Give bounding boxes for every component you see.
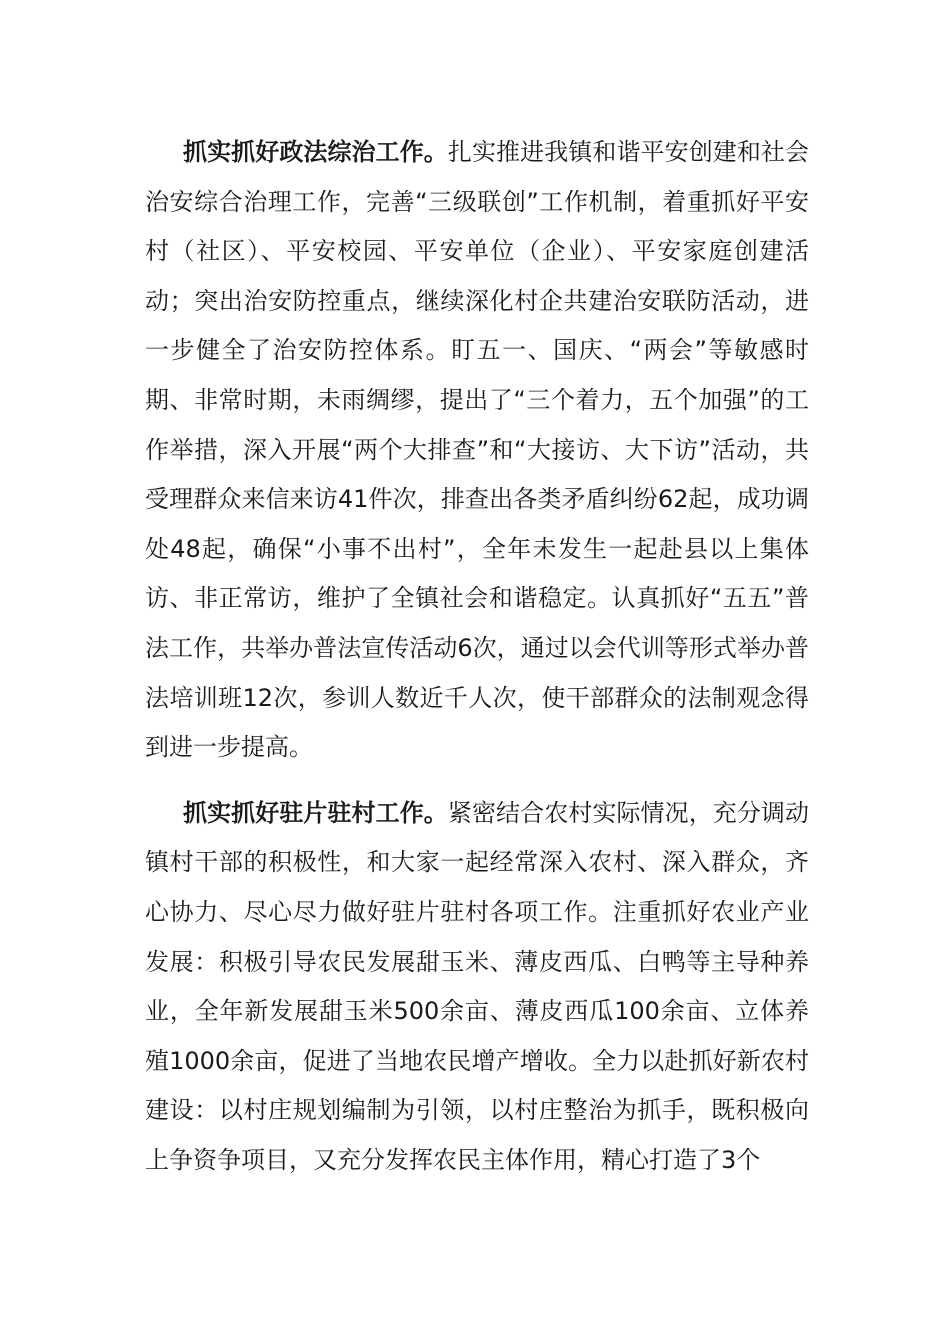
paragraph-village-station-work [145,789,809,1186]
paragraph-political-legal-work [145,128,809,773]
paragraph-lead-heading: 抓实抓好政法综治工作。 [183,138,448,166]
document-body [145,128,809,1201]
paragraph-body-text: 扎实推进我镇和谐平安创建和社会治安综合治理工作，完善“三级联创”工作机制，着重抓好平安村（社区）、平安校园、平安单位（企业）、平安家庭创建活动；突出治安防控重点，继续深化村企共建治安联防活动，进一步健全了治安防控体系。盯五一、国庆、“两会”等敏感时期、非常时期，未雨绸缪，提出了“三个着力，五个加强”的工作举措，深入开展“两个大排查”和“大接访、大下访”活动，共受理群众来信来访41件次，排查出各类矛盾纠纷62起，成功调处48起，确保“小事不出村”，全年未发生一起赴县以上集体访、非正常访，维护了全镇社会和谐稳定。认真抓好“五五”普法工作，共举办普法宣传活动6次，通过以会代训等形式举办普法培训班12次，参训人数近千人次，使干部群众的法制观念得到进一步提高。 [145,138,810,762]
paragraph-lead-heading: 抓实抓好驻片驻村工作。 [183,798,448,827]
paragraph-body-text: 紧密结合农村实际情况，充分调动镇村干部的积极性，和大家一起经常深入农村、深入群众，齐心协力、尽心尽力做好驻片驻村各项工作。注重抓好农业产业发展：积极引导农民发展甜玉米、薄皮西瓜、白鸭等主导种养业，全年新发展甜玉米500余亩、薄皮西瓜100余亩、立体养殖1000余亩，促进了当地农民增产增收。全力以赴抓好新农村建设：以村庄规划编制为引领，以村庄整治为抓手，既积极向上争资争项目，又充分发挥农民主体作用，精心打造了3个 [145,798,810,1174]
